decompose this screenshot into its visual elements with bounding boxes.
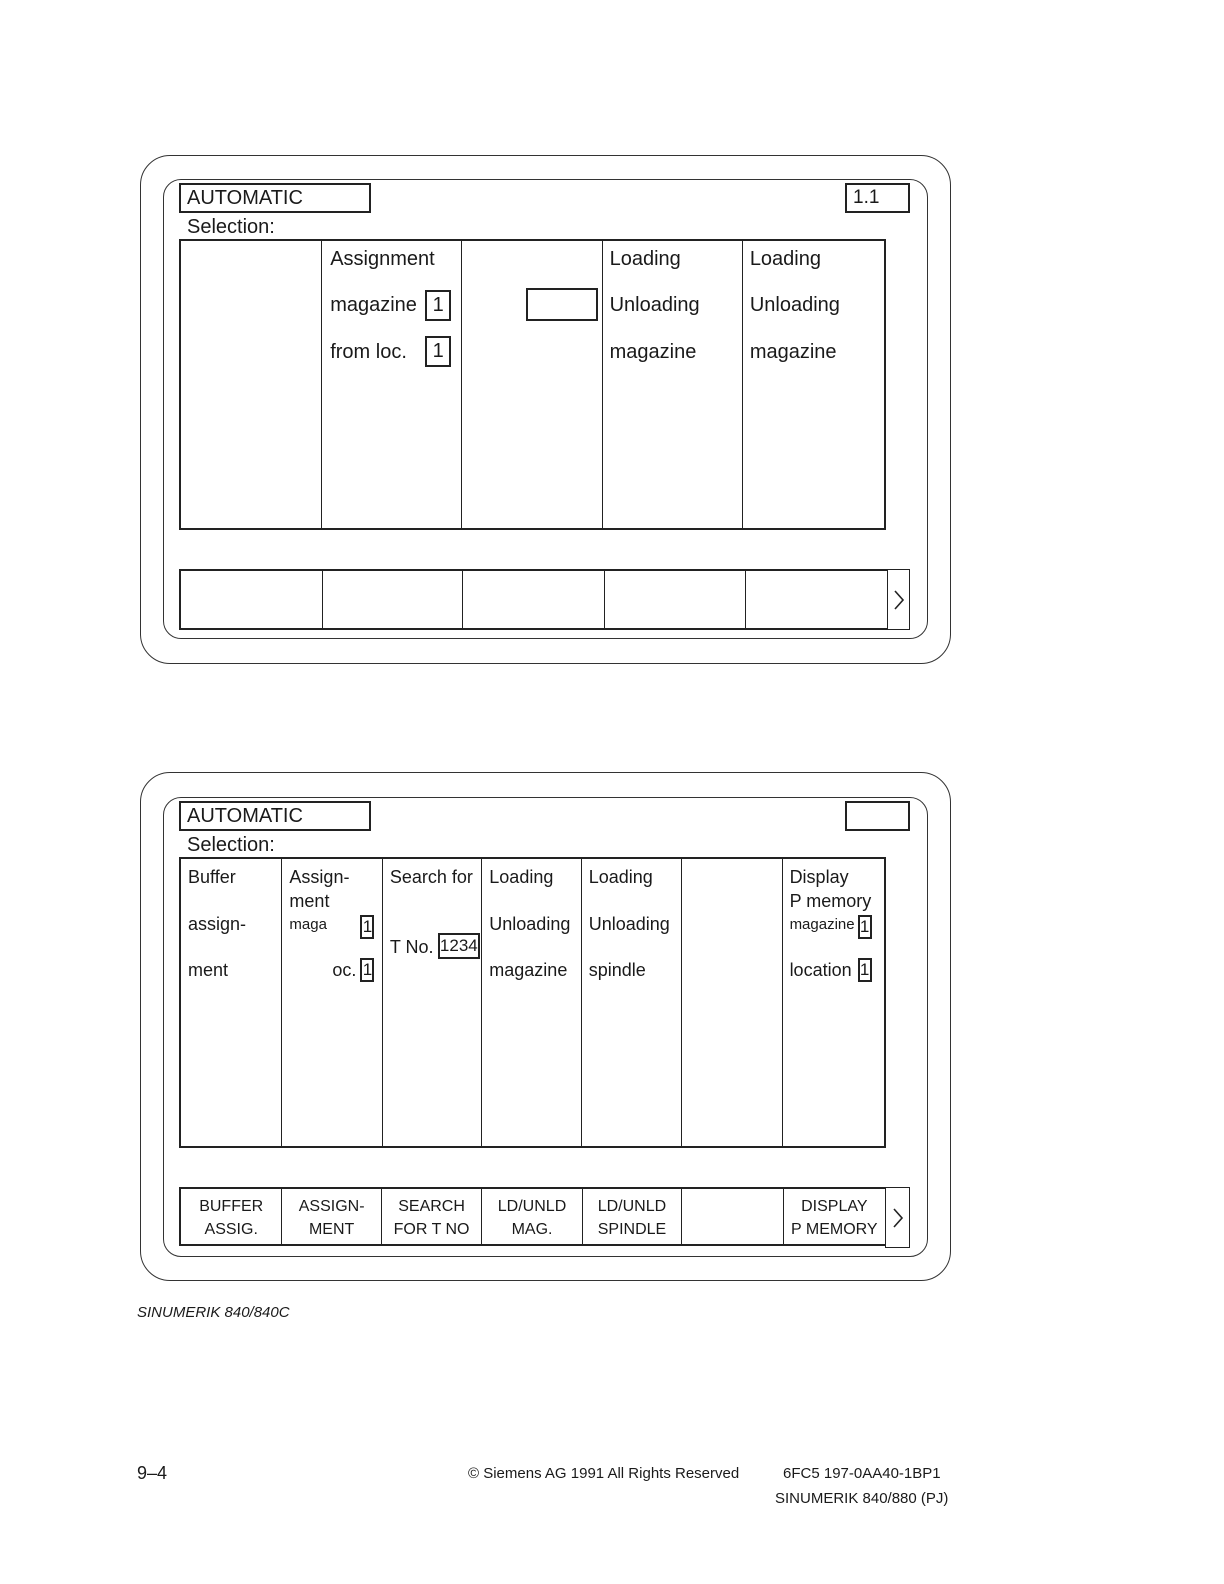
screen1-from-loc-label: from loc. [330, 341, 407, 363]
screen2-selection-grid [179, 857, 886, 1148]
screen1-from-loc-field[interactable]: 1 [425, 336, 451, 367]
screen2-column-6[interactable] [682, 859, 782, 1146]
screen2-col1-line2: assign- [188, 914, 247, 934]
softkey-label-line1: DISPLAY [801, 1198, 868, 1215]
softkey-label-line2: MAG. [511, 1221, 553, 1238]
screen1-selection-grid [179, 239, 886, 530]
screen1-column-3[interactable] [462, 241, 602, 528]
screen2-softkey-assignment[interactable] [282, 1189, 381, 1244]
screen2-col4-line1: Loading [489, 867, 554, 887]
screen1-softkey-5[interactable] [746, 571, 887, 628]
screen2-col1-line3: ment [188, 960, 229, 980]
screen2-p-memory-magazine-field[interactable]: 1 [858, 915, 872, 939]
softkey-label-line1: ASSIGN- [298, 1198, 365, 1215]
screen2-softkey-buffer-assig[interactable] [181, 1189, 282, 1244]
screen2-col1-line1: Buffer [188, 867, 236, 887]
screen2-col7-line2: magazine [789, 916, 855, 933]
softkey-label-line1: BUFFER [199, 1198, 264, 1215]
screen2-column-display-p-memory[interactable] [783, 859, 884, 1146]
screen2-col7-line1: Display [789, 867, 849, 887]
screen2-col2-line3: oc. [332, 960, 357, 980]
screen1-column-1[interactable] [181, 241, 322, 528]
screen2-col5-line3: spindle [588, 960, 646, 980]
screen1-column-loading-magazine-a[interactable] [603, 241, 743, 528]
screen1-col4-line1: Loading [609, 248, 681, 270]
screen2-selection-label: Selection: [187, 834, 275, 856]
screen1-column-loading-magazine-b[interactable] [743, 241, 884, 528]
screen2-softkey-bar [179, 1187, 887, 1246]
softkey-label-line1: LD/UNLD [597, 1198, 667, 1215]
screen2-column-assignment[interactable] [282, 859, 382, 1146]
screen2-col2-line1b: ment [289, 891, 330, 911]
screen2-col3-line2: T No. [389, 937, 434, 957]
screen1-col5-line2: Unloading [749, 294, 840, 316]
screen1-more-softkeys-button[interactable] [887, 569, 910, 630]
screen2-col7-line1b: P memory [789, 891, 872, 911]
screen2-channel-display [845, 801, 910, 831]
screen2-col3-line1: Search for [389, 867, 473, 887]
softkey-label-line1: SEARCH [398, 1198, 465, 1215]
screen2-mode-title: AUTOMATIC [179, 801, 371, 831]
screen2-column-loading-spindle[interactable] [582, 859, 682, 1146]
screen1-channel-display: 1.1 [845, 183, 910, 213]
screen1-magazine-label: magazine [330, 294, 417, 316]
screen1-column-assignment[interactable] [322, 241, 462, 528]
screen1-mode-title: AUTOMATIC [179, 183, 371, 213]
screen2-softkey-display-p-memory[interactable] [784, 1189, 885, 1244]
screen2-softkey-empty[interactable] [682, 1189, 783, 1244]
screen2-col2-line1: Assign- [289, 867, 350, 887]
screen1-softkey-1[interactable] [181, 571, 323, 628]
screen2-softkey-ld-unld-spindle[interactable] [583, 1189, 682, 1244]
order-number: 6FC5 197-0AA40-1BP1 [783, 1465, 941, 1482]
screen1-assignment-label: Assignment [330, 248, 435, 270]
screen2-more-softkeys-button[interactable] [885, 1187, 910, 1248]
screen2-col4-line2: Unloading [489, 914, 571, 934]
screen2-location-field[interactable]: 1 [360, 958, 374, 982]
screen1-selection-label: Selection: [187, 216, 275, 238]
softkey-label-line2: MENT [308, 1221, 355, 1238]
screen1-col4-line2: Unloading [609, 294, 700, 316]
screen2-t-no-field[interactable]: 1234 [438, 933, 480, 959]
screen1-softkey-2[interactable] [323, 571, 463, 628]
screen2-col4-line3: magazine [489, 960, 568, 980]
chevron-right-icon [892, 1207, 904, 1229]
product-name: SINUMERIK 840/880 (PJ) [775, 1490, 949, 1507]
screen1-softkey-3[interactable] [463, 571, 604, 628]
screen1-col5-line1: Loading [749, 248, 821, 270]
screen1-col5-line3: magazine [749, 341, 837, 363]
chevron-right-icon [893, 589, 905, 611]
screen2-col5-line1: Loading [588, 867, 653, 887]
screen2-col2-line2: maga [289, 916, 327, 933]
softkey-label-line2: FOR T NO [393, 1221, 470, 1238]
page-number: 9–4 [137, 1463, 168, 1483]
screen2-col5-line2: Unloading [588, 914, 670, 934]
screen2-p-memory-location-field[interactable]: 1 [858, 958, 872, 982]
screen2-column-loading-magazine[interactable] [482, 859, 581, 1146]
screen2-softkey-ld-unld-mag[interactable] [482, 1189, 582, 1244]
screen2-magazine-field[interactable]: 1 [360, 915, 374, 939]
screen1-col4-line3: magazine [609, 341, 697, 363]
softkey-label-line2: P MEMORY [791, 1221, 878, 1238]
screen1-softkey-bar [179, 569, 889, 630]
softkey-label-line2: SPINDLE [597, 1221, 667, 1238]
figure-caption: SINUMERIK 840/840C [137, 1304, 290, 1321]
screen1-softkey-4[interactable] [605, 571, 746, 628]
screen2-column-search-t-no[interactable] [383, 859, 482, 1146]
copyright-notice: © Siemens AG 1991 All Rights Reserved [468, 1465, 740, 1482]
screen1-magazine-field[interactable]: 1 [425, 290, 451, 321]
screen2-col7-line3: location [789, 960, 852, 980]
screen1-empty-input-field[interactable] [526, 288, 598, 321]
screen2-softkey-search-t-no[interactable] [382, 1189, 482, 1244]
screen2-column-buffer-assignment[interactable] [181, 859, 282, 1146]
softkey-label-line1: LD/UNLD [497, 1198, 567, 1215]
softkey-label-line2: ASSIG. [204, 1221, 258, 1238]
